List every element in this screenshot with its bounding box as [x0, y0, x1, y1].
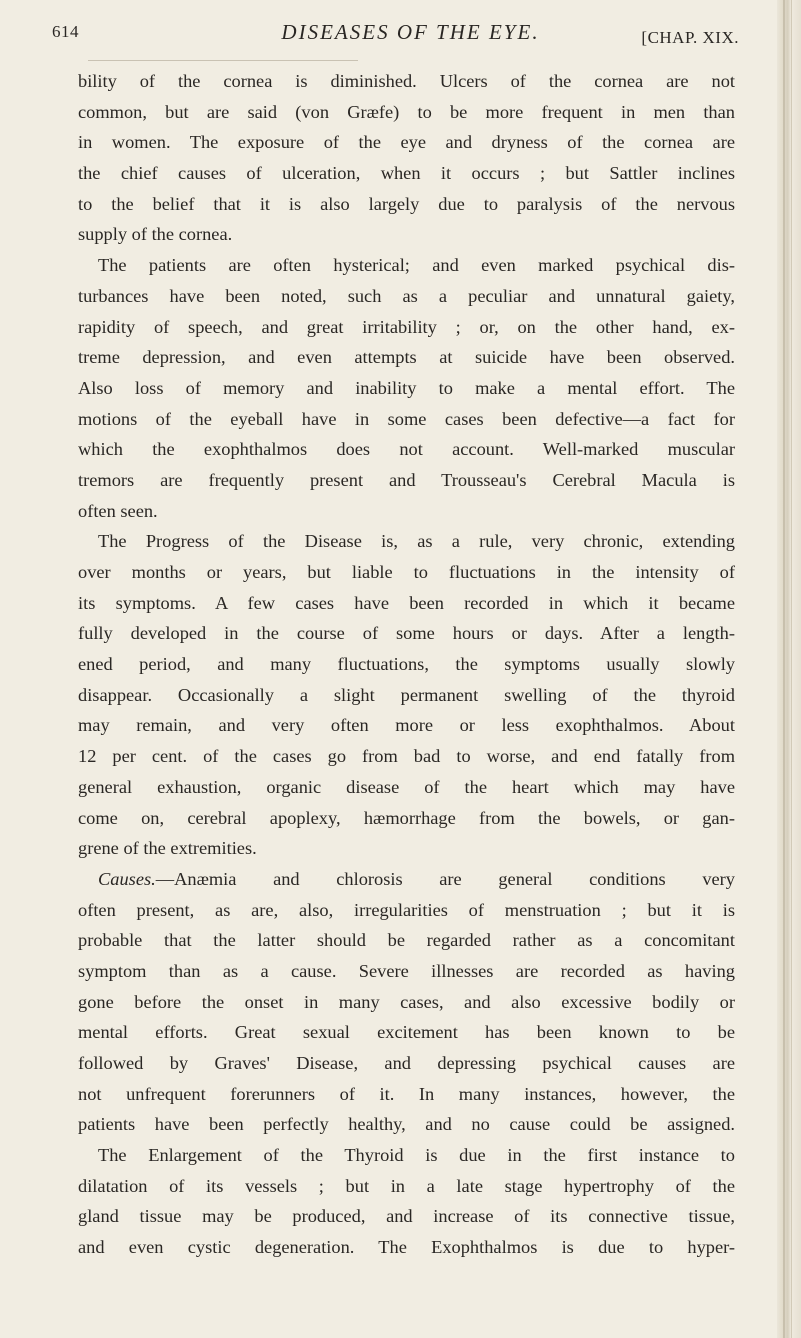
line-text: dilatation of its vessels ; but in a late stage hypertrophy of the: [78, 1175, 735, 1196]
text-line: [78, 158, 735, 189]
line-text: and even cystic degeneration. The Exophthalmos is due to hyper-: [78, 1237, 735, 1258]
text-line: [78, 864, 735, 895]
text-line: [78, 987, 735, 1018]
line-text: —Anæmia and chlorosis are general conditions very: [155, 868, 735, 889]
text-line: [78, 588, 735, 619]
line-text: often present, as are, also, irregularities of menstruation ; but it is: [78, 899, 735, 920]
line-text: gone before the onset in many cases, and also excessive bodily or: [78, 991, 735, 1012]
line-text: The Enlargement of the Thyroid is due in the first instance to: [98, 1145, 735, 1166]
text-line: [78, 956, 735, 987]
text-line: [78, 189, 735, 220]
line-text: over months or years, but liable to fluctuations in the intensity of: [78, 562, 735, 582]
text-line: [78, 250, 735, 281]
text-line: [78, 127, 735, 158]
line-text: its symptoms. A few cases have been recorded in which it became: [78, 592, 735, 613]
text-line: [78, 1201, 735, 1232]
text-line: [78, 97, 735, 128]
text-line: [78, 1140, 735, 1171]
page-edge: [777, 0, 801, 1338]
text-line: [78, 1079, 735, 1110]
line-text: ened period, and many fluctuations, the symptoms usually slowly: [78, 654, 735, 675]
text-line: [78, 1048, 735, 1079]
line-text: followed by Graves' Disease, and depressing psychical causes are: [78, 1053, 735, 1073]
line-text: in women. The exposure of the eye and dryness of the cornea are: [78, 132, 735, 153]
text-line: [78, 895, 735, 926]
text-line: [78, 710, 735, 741]
text-line: [78, 925, 735, 956]
text-line: [78, 833, 735, 864]
line-text: treme depression, and even attempts at suicide have been observed.: [78, 347, 735, 368]
text-line: [78, 373, 735, 404]
section-heading: Causes.: [98, 868, 156, 889]
line-text: fully developed in the course of some hours or days. After a length-: [78, 623, 735, 644]
line-text: tremors are frequently present and Trousseau's Cerebral Macula is: [78, 469, 735, 490]
line-text: symptom than as a cause. Severe illnesses are recorded as having: [78, 960, 735, 981]
line-text: gland tissue may be produced, and increase of its connective tissue,: [78, 1206, 735, 1227]
line-text: probable that the latter should be regarded rather as a concomitant: [78, 930, 735, 951]
text-line: [78, 404, 735, 435]
chapter-label: [CHAP. XIX.: [641, 28, 739, 47]
text-line: [78, 803, 735, 834]
text-line: [78, 465, 735, 496]
text-line: [78, 772, 735, 803]
line-text: supply of the cornea.: [78, 224, 233, 245]
line-text: Also loss of memory and inability to make a mental effort. The: [78, 377, 735, 398]
page-number: 614: [52, 22, 79, 41]
text-line: [78, 312, 735, 343]
line-text: the chief causes of ulceration, when it occurs ; but Sattler inclines: [78, 163, 735, 184]
line-text: patients have been perfectly healthy, and no cause could be assigned.: [78, 1114, 735, 1135]
line-text: may remain, and very often more or less exophthalmos. About: [78, 715, 735, 736]
line-text: The patients are often hysterical; and even marked psychical dis-: [98, 255, 735, 276]
header-rule: [88, 60, 358, 61]
text-line: [78, 1232, 735, 1263]
line-text: turbances have been noted, such as a peculiar and unnatural gaiety,: [78, 285, 735, 306]
line-text: come on, cerebral apoplexy, hæmorrhage from the bowels, or gan-: [78, 807, 735, 828]
line-text: rapidity of speech, and great irritability ; or, on the other hand, ex-: [78, 316, 735, 337]
text-line: [78, 649, 735, 680]
running-title: DISEASES OF THE EYE.: [281, 20, 540, 44]
line-text: which the exophthalmos does not account. Well-marked muscular: [78, 439, 735, 460]
page-header: [52, 12, 739, 52]
line-text: grene of the extremities.: [78, 838, 257, 859]
text-line: [78, 342, 735, 373]
line-text: to the belief that it is also largely due to paralysis of the nervous: [78, 193, 735, 214]
text-line: [78, 526, 735, 557]
text-line: [78, 741, 735, 772]
text-line: [78, 618, 735, 649]
text-line: [78, 1109, 735, 1140]
line-text: The Progress of the Disease is, as a rule, very chronic, extending: [98, 531, 735, 552]
line-text: not unfrequent forerunners of it. In many instances, however, the: [78, 1083, 735, 1104]
line-text: mental efforts. Great sexual excitement has been known to be: [78, 1022, 735, 1043]
body-text: [78, 66, 735, 1263]
line-text: often seen.: [78, 500, 158, 521]
line-text: bility of the cornea is diminished. Ulcers of the cornea are not: [78, 71, 735, 91]
text-line: [78, 557, 735, 588]
text-line: [78, 680, 735, 711]
line-text: general exhaustion, organic disease of the heart which may have: [78, 776, 735, 797]
line-text: 12 per cent. of the cases go from bad to worse, and end fatally from: [78, 746, 735, 767]
text-line: [78, 1171, 735, 1202]
text-line: [78, 219, 735, 250]
text-line: [78, 496, 735, 527]
line-text: motions of the eyeball have in some cases been defective—a fact for: [78, 408, 735, 429]
text-line: [78, 434, 735, 465]
line-text: disappear. Occasionally a slight permanent swelling of the thyroid: [78, 684, 735, 705]
text-line: [78, 1017, 735, 1048]
text-line: [78, 66, 735, 97]
line-text: common, but are said (von Græfe) to be more frequent in men than: [78, 101, 735, 122]
text-line: [78, 281, 735, 312]
